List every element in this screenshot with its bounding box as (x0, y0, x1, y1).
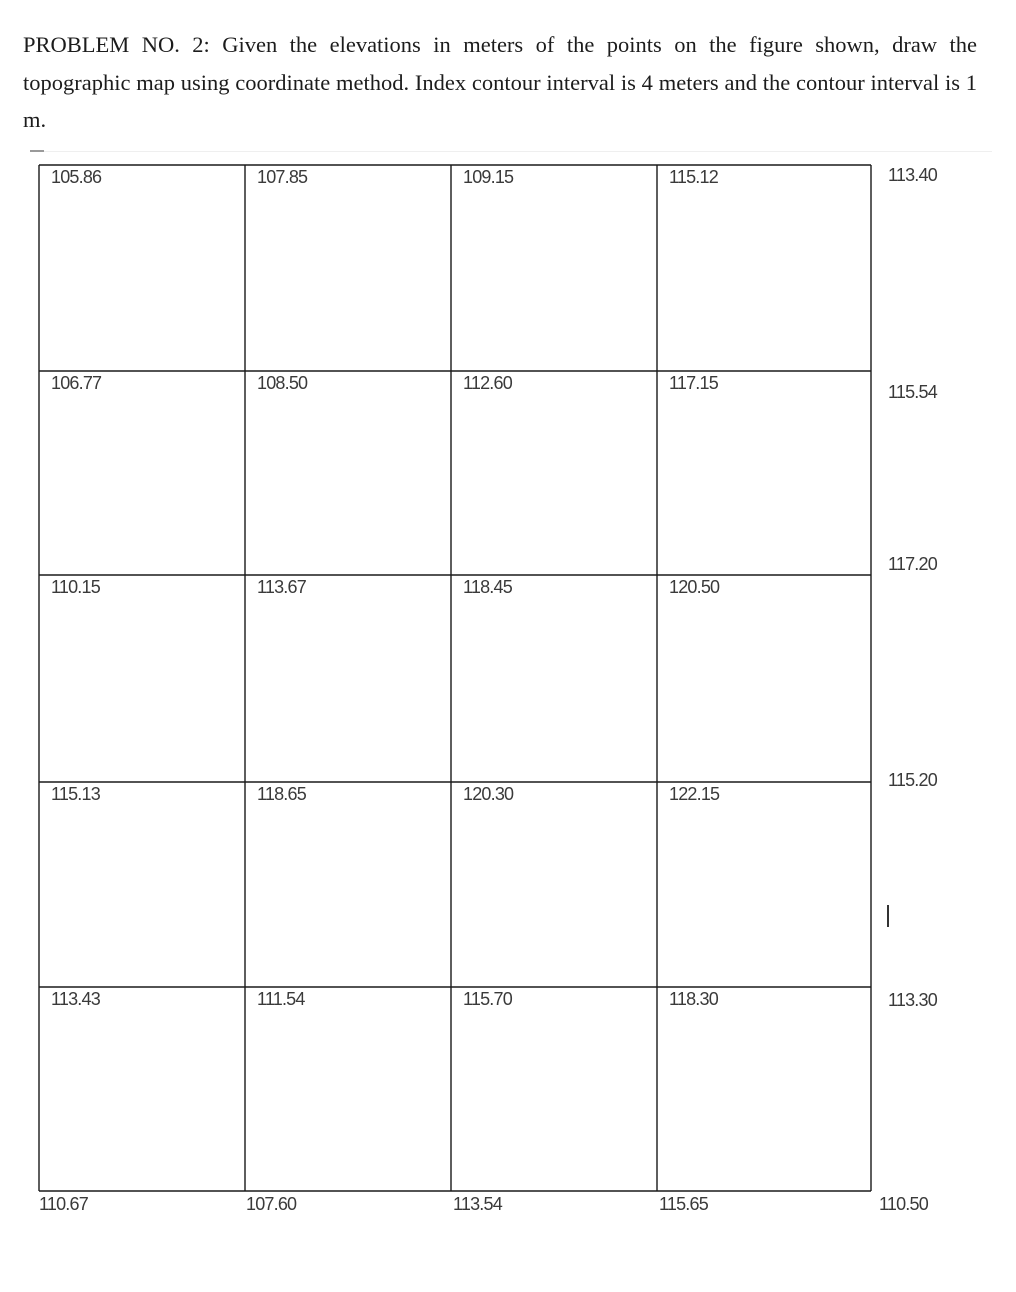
problem-statement: PROBLEM NO. 2: Given the elevations in meters of the points on the figure shown, draw the topographic map using coordinate method. Index contour interval is 4 meters and the contour interval is 1 m. (23, 32, 977, 132)
elevation-label: 117.15 (669, 373, 718, 393)
elevation-label: 113.40 (888, 165, 937, 185)
elevation-label: 113.67 (257, 577, 306, 597)
elevation-label: 120.30 (463, 784, 514, 804)
elevation-label: 115.12 (669, 167, 718, 187)
elevation-label: 113.54 (453, 1194, 502, 1214)
elevation-label: 108.50 (257, 373, 308, 393)
elevation-label: 120.50 (669, 577, 720, 597)
elevation-label: 118.30 (669, 989, 718, 1009)
elevation-label: 105.86 (51, 167, 102, 187)
elevation-label: 112.60 (463, 373, 512, 393)
elevation-label: 106.77 (51, 373, 102, 393)
elevation-label: 107.85 (257, 167, 308, 187)
elevation-label: 111.54 (257, 989, 305, 1009)
elevation-label: 115.65 (659, 1194, 708, 1214)
elevation-label: 117.20 (888, 554, 937, 574)
elevation-label: 118.65 (257, 784, 306, 804)
elevation-label: 110.67 (39, 1194, 88, 1214)
elevation-label: 109.15 (463, 167, 514, 187)
elevation-label: 115.54 (888, 382, 937, 402)
elevation-label: 113.43 (51, 989, 100, 1009)
text-cursor-mark (887, 905, 889, 927)
elevation-label: 110.15 (51, 577, 100, 597)
elevation-label: 115.70 (463, 989, 512, 1009)
elevation-label: 122.15 (669, 784, 720, 804)
elevation-label: 107.60 (246, 1194, 297, 1214)
elevation-label: 115.13 (51, 784, 100, 804)
elevation-label: 118.45 (463, 577, 512, 597)
elevation-label: 113.30 (888, 990, 937, 1010)
elevation-label: 115.20 (888, 770, 937, 790)
elevation-label: 110.50 (879, 1194, 928, 1214)
